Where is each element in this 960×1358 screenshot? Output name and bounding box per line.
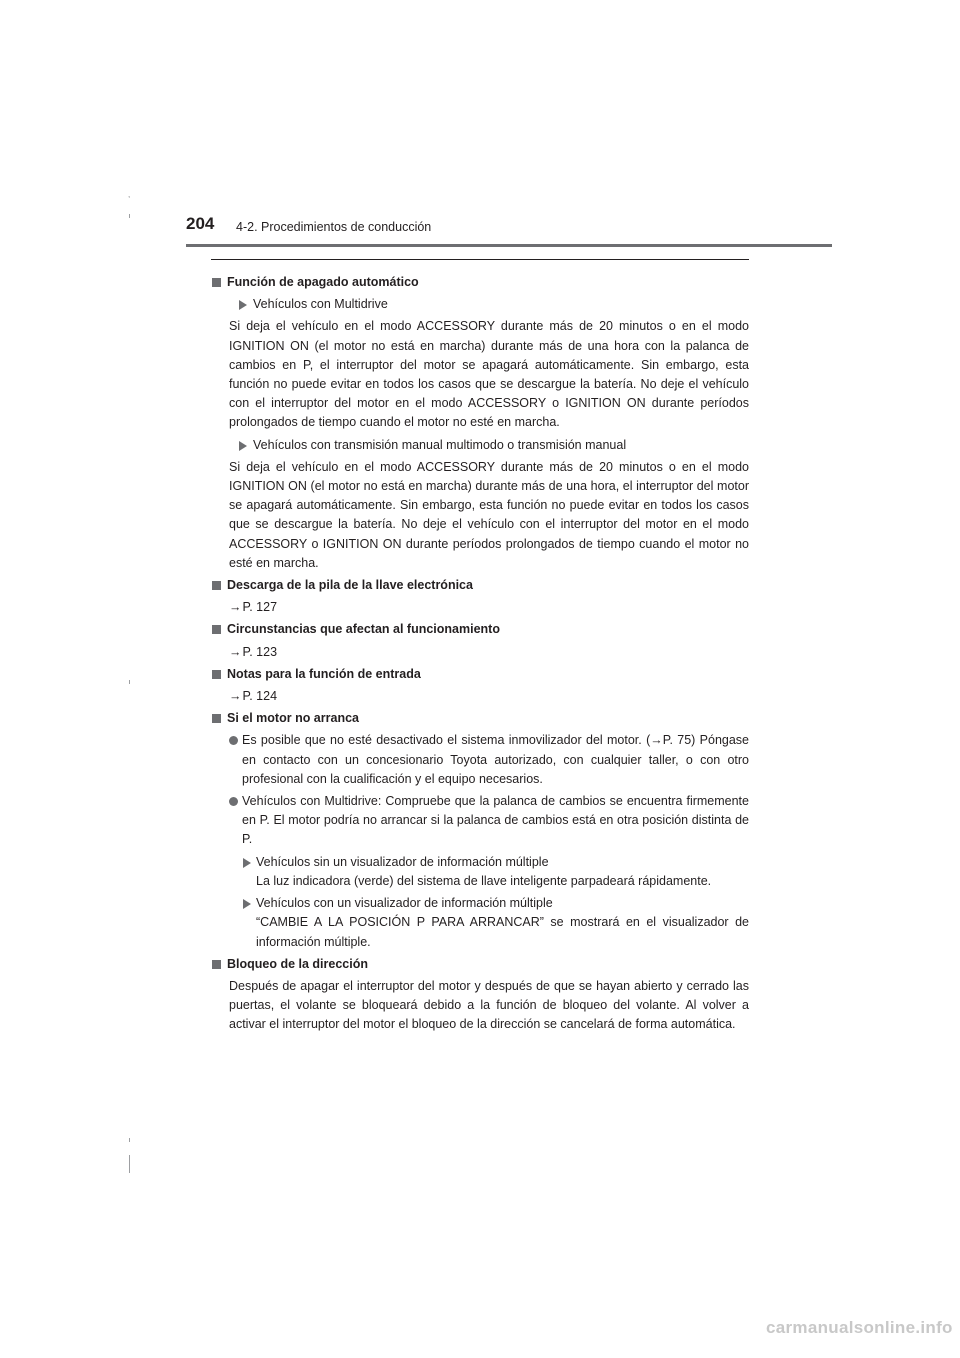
subitem-title: Vehículos sin un visualizador de información múltiple — [256, 854, 549, 869]
paragraph-steering-lock: Después de apagar el interruptor del motor y después de que se hayan abierto y cerrado las puertas, el volante se bloqueará debido a la función de bloqueo del volante. Al volver a activar el interruptor del motor el bloqueo de la dirección se cancelará de forma automática. — [229, 978, 749, 1032]
margin-tick — [129, 680, 130, 684]
heading-no-start — [211, 709, 749, 728]
subitem-text: La luz indicadora (verde) del sistema de llave inteligente parpadeará rápidamente. — [256, 873, 712, 888]
page-reference — [211, 598, 749, 617]
content-rule — [211, 259, 749, 260]
subitem-title: Vehículos con un visualizador de información múltiple — [256, 896, 553, 911]
square-bullet-icon — [212, 278, 221, 287]
page-reference — [211, 687, 749, 706]
heading-text: Función de apagado automático — [227, 275, 419, 289]
bullet-immobilizer — [211, 731, 749, 789]
reference-link[interactable]: P. 127 — [242, 600, 278, 615]
reference-link[interactable]: P. 124 — [242, 689, 278, 704]
header-rule — [186, 244, 832, 247]
heading-entry-notes — [211, 665, 749, 684]
square-bullet-icon — [212, 714, 221, 723]
subheading-text: Vehículos con Multidrive — [253, 297, 388, 312]
arrow-icon: → — [229, 600, 242, 615]
heading-text: Circunstancias que afectan al funcionamiento — [227, 622, 500, 637]
margin-tick — [129, 1138, 130, 1142]
page-number: 204 — [186, 214, 215, 233]
subitem-text: “CAMBIE A LA POSICIÓN P PARA ARRANCAR” se mostrará en el visualizador de información múltiple. — [256, 915, 749, 949]
heading-auto-off — [211, 273, 749, 292]
section-title: 4-2. Procedimientos de conducción — [236, 220, 432, 234]
subitem-without-display — [211, 853, 749, 891]
circle-bullet-icon — [229, 736, 238, 745]
paragraph-multidrive: Si deja el vehículo en el modo ACCESSORY durante más de 20 minutos o en el modo IGNITION ON (el motor no está en marcha) durante más de una hora con la palanca de cambios en P, el interruptor del motor se apagará automáticamente. Sin embargo, esta función no puede evitar en todos los casos que se descargue la batería. No deje el vehículo con el interruptor del motor en el modo ACCESSORY o IGNITION ON durante períodos prolongados de tiempo cuando el motor no esté en marcha. — [229, 319, 749, 430]
subheading-manual — [211, 436, 749, 455]
bullet-multidrive — [211, 792, 749, 850]
bullet-text: Vehículos con Multidrive: Compruebe que la palanca de cambios se encuentra firmemente en P. El motor podría no arrancar si la palanca de cambios está en otra posición distinta de P. — [242, 794, 749, 847]
subheading-text: Vehículos con transmisión manual multimodo o transmisión manual — [253, 437, 627, 452]
bullet-text: Es posible que no esté desactivado el sistema inmovilizador del motor. (→P. 75) Póngase en contacto con un concesionario Toyota autorizado, con cualquier taller, o con otro profesional con la cualificación y el equipo necesarios. — [242, 733, 749, 786]
heading-circumstances — [211, 620, 749, 639]
square-bullet-icon — [212, 581, 221, 590]
arrow-icon: → — [229, 644, 242, 659]
reference-link[interactable]: P. 123 — [242, 644, 278, 659]
crop-mark: , — [128, 190, 131, 199]
triangle-bullet-icon — [243, 899, 251, 909]
square-bullet-icon — [212, 960, 221, 969]
heading-text: Si el motor no arranca — [227, 711, 359, 726]
heading-text: Descarga de la pila de la llave electrónica — [227, 578, 473, 593]
heading-text: Notas para la función de entrada — [227, 666, 421, 681]
square-bullet-icon — [212, 625, 221, 634]
watermark: carmanualsonline.info — [766, 1318, 953, 1337]
heading-steering-lock — [211, 955, 749, 974]
triangle-bullet-icon — [243, 858, 251, 868]
margin-line — [129, 1155, 130, 1173]
subitem-with-display — [211, 894, 749, 952]
arrow-icon: → — [229, 689, 242, 704]
circle-bullet-icon — [229, 797, 238, 806]
main-content — [211, 270, 749, 1035]
square-bullet-icon — [212, 670, 221, 679]
subheading-multidrive — [211, 295, 749, 314]
heading-key-battery — [211, 576, 749, 595]
triangle-bullet-icon — [239, 300, 247, 310]
heading-text: Bloqueo de la dirección — [227, 956, 368, 971]
paragraph-manual: Si deja el vehículo en el modo ACCESSORY durante más de 20 minutos o en el modo IGNITION ON (el motor no está en marcha) durante más de una hora, el interruptor del motor se apagará automáticamente. Sin embargo, esta función no puede evitar en todos los casos que se descargue la batería. No deje el vehículo con el interruptor del motor en el modo ACCESSORY o IGNITION ON durante períodos prolongados de tiempo cuando el motor no esté en marcha. — [229, 459, 749, 570]
margin-tick — [129, 214, 130, 218]
page-reference — [211, 643, 749, 662]
triangle-bullet-icon — [239, 441, 247, 451]
